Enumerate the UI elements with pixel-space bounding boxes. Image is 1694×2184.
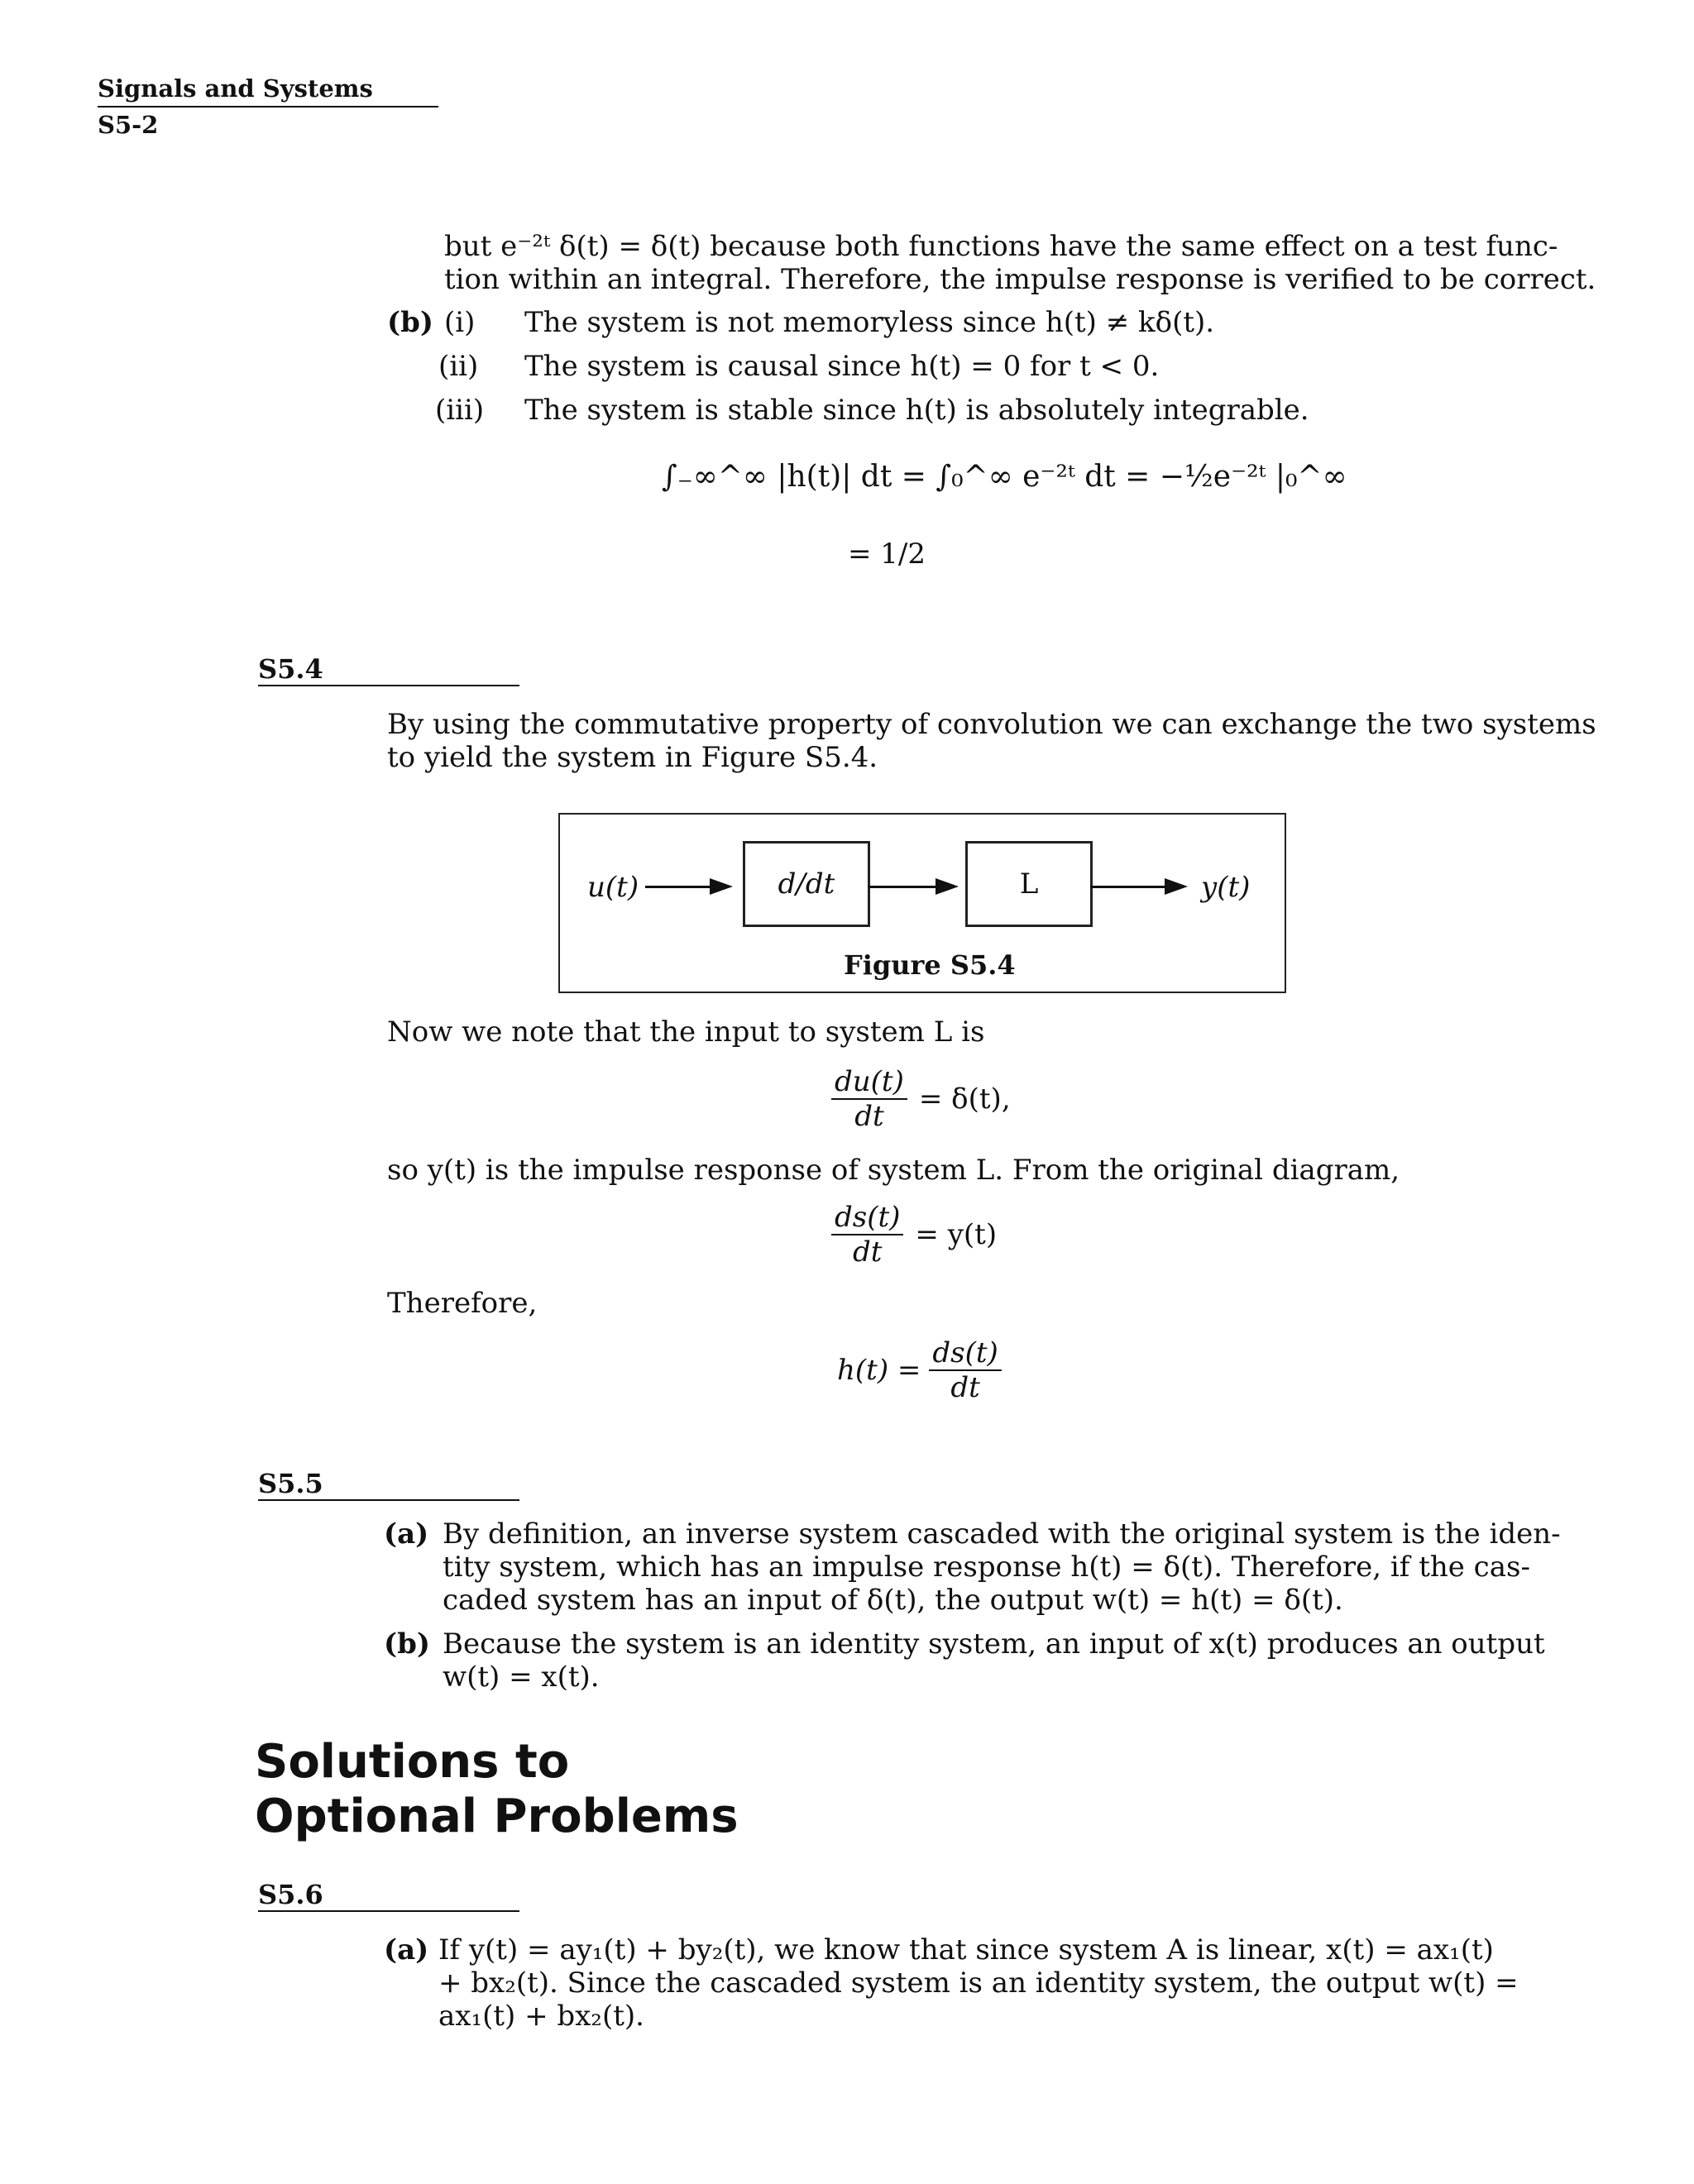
s5-5-part-b-label: (b) (384, 1627, 430, 1661)
s5-6-part-a-line-3: ax₁(t) + bx₂(t). (438, 2000, 644, 2033)
s5-5-part-b-line-2: w(t) = x(t). (443, 1661, 600, 1694)
therefore-text: Therefore, (387, 1287, 538, 1320)
input-arrow-shaft (645, 886, 711, 888)
running-title: Signals and Systems (98, 74, 373, 103)
stability-integral-equation: ∫₋∞^∞ |h(t)| dt = ∫₀^∞ e⁻²ᵗ dt = −½e⁻²ᵗ |₀^∞ (662, 460, 1347, 494)
middle-arrow-shaft (868, 886, 937, 888)
eq2-denominator: dt (852, 1235, 883, 1269)
middle-arrow-head (936, 878, 959, 895)
eq1-rhs: = δ(t), (918, 1082, 1011, 1116)
equation-du-dt (831, 1065, 1011, 1133)
output-arrow-head (1165, 878, 1188, 895)
figure-input-label: u(t) (587, 871, 639, 904)
eq3-lhs: h(t) = (837, 1354, 921, 1387)
s5-5-part-b-line-1: Because the system is an identity system, an input of x(t) produces an output (443, 1627, 1545, 1661)
figure-output-label: y(t) (1201, 871, 1251, 904)
part-b-label: (b) (387, 306, 433, 339)
item-i-text: The system is not memoryless since h(t) ≠ kδ(t). (524, 306, 1215, 339)
s5-6-part-a-line-1: If y(t) = ay₁(t) + by₂(t), we know that since system A is linear, x(t) = ax₁(t) (438, 1933, 1494, 1967)
s5-4-mid-text: so y(t) is the impulse response of system L. From the original diagram, (387, 1154, 1400, 1187)
s5-6-part-a-line-2: + bx₂(t). Since the cascaded system is an identity system, the output w(t) = (438, 1967, 1519, 2000)
eq2-numerator: ds(t) (831, 1201, 903, 1235)
eq2-rhs: = y(t) (915, 1218, 998, 1251)
continuation-line-2: tion within an integral. Therefore, the impulse response is verified to be correct. (444, 263, 1596, 296)
s5-6-part-a-label: (a) (384, 1933, 429, 1967)
system-l-label: L (1019, 867, 1039, 901)
s5-4-note: Now we note that the input to system L is (387, 1016, 985, 1049)
section-s5-4-title: S5.4 (258, 653, 323, 685)
s5-4-paragraph-line-2: to yield the system in Figure S5.4. (387, 741, 878, 774)
page-number: S5-2 (98, 111, 159, 139)
item-iii-text: The system is stable since h(t) is absolutely integrable. (524, 394, 1309, 427)
section-s5-6-title: S5.6 (258, 1879, 323, 1910)
s5-5-part-a-line-3: caded system has an input of δ(t), the output w(t) = h(t) = δ(t). (443, 1584, 1343, 1617)
item-ii-label: (ii) (438, 350, 479, 383)
item-i-label: (i) (444, 306, 476, 339)
eq3-numerator: ds(t) (929, 1336, 1001, 1371)
s5-5-part-a-line-1: By definition, an inverse system cascaded with the original system is the iden- (443, 1517, 1561, 1551)
header-rule (98, 106, 438, 108)
figure-caption: Figure S5.4 (844, 949, 1016, 981)
item-ii-text: The system is causal since h(t) = 0 for t < 0. (524, 350, 1160, 383)
section-s5-5-rule (258, 1499, 519, 1501)
eq3-denominator: dt (950, 1371, 980, 1404)
stability-integral-result: = 1/2 (848, 538, 926, 571)
s5-4-paragraph-line-1: By using the commutative property of convolution we can exchange the two systems (387, 708, 1596, 741)
continuation-line-1: but e⁻²ᵗ δ(t) = δ(t) because both functions have the same effect on a test func- (444, 230, 1558, 263)
equation-ds-dt (831, 1201, 997, 1269)
section-s5-4-rule (258, 685, 519, 686)
equation-h-t (837, 1336, 1002, 1404)
s5-5-part-a-label: (a) (384, 1517, 429, 1551)
eq1-denominator: dt (854, 1100, 884, 1133)
differentiator-block (743, 841, 870, 927)
eq1-numerator: du(t) (831, 1065, 907, 1100)
differentiator-label: d/dt (778, 867, 835, 901)
optional-heading-line-1: Solutions to (255, 1735, 570, 1789)
input-arrow-head (710, 878, 733, 895)
optional-heading-line-2: Optional Problems (255, 1790, 739, 1843)
item-iii-label: (iii) (435, 394, 485, 427)
system-l-block (965, 841, 1093, 927)
s5-5-part-a-line-2: tity system, which has an impulse response h(t) = δ(t). Therefore, if the cas- (443, 1551, 1530, 1584)
output-arrow-shaft (1090, 886, 1166, 888)
section-s5-6-rule (258, 1910, 519, 1912)
section-s5-5-title: S5.5 (258, 1468, 323, 1499)
